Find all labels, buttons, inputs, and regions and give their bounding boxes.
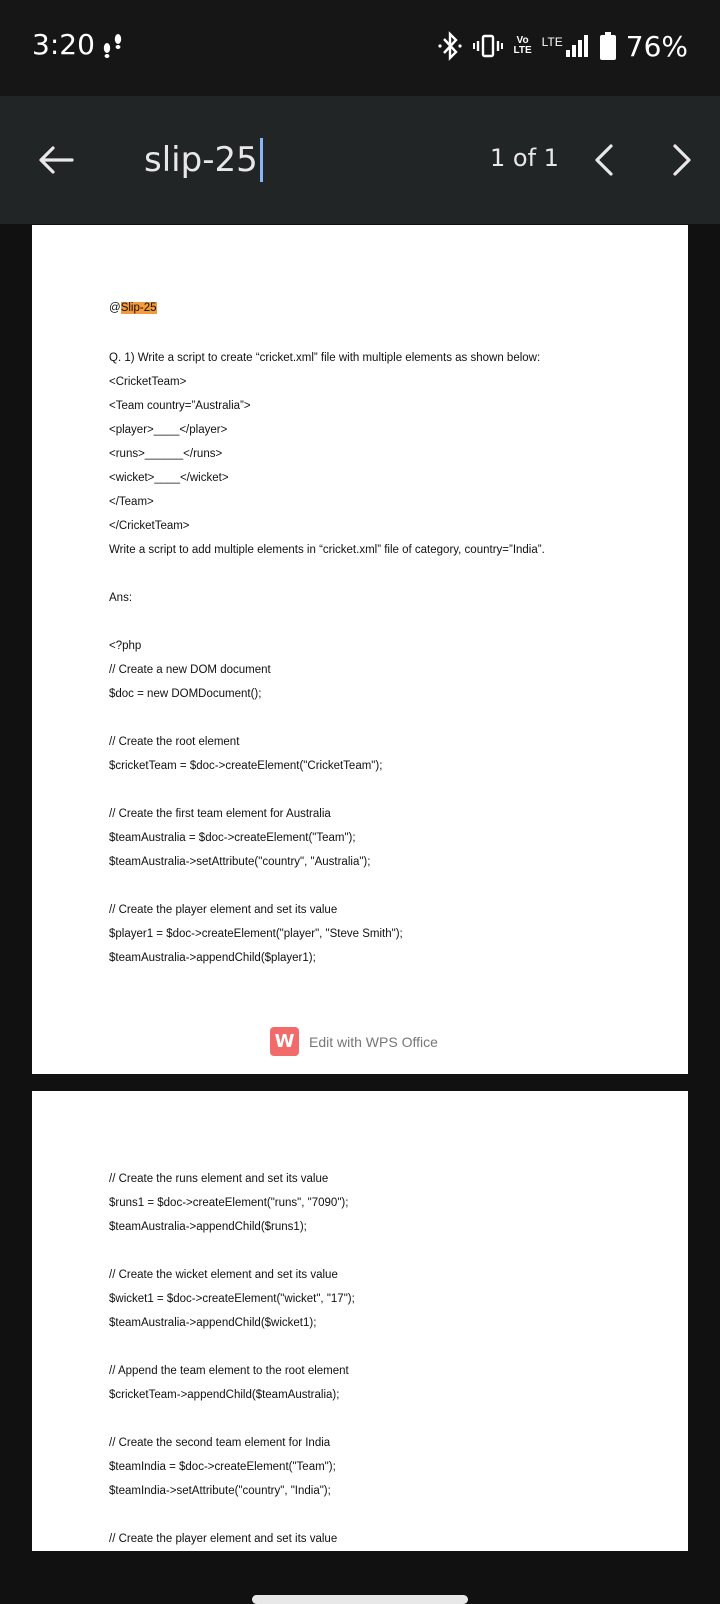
find-toolbar xyxy=(0,96,720,224)
doc-line: // Create the player element and set its value xyxy=(109,1533,338,1545)
wps-watermark-text: Edit with WPS Office xyxy=(309,1033,438,1050)
doc-line: $teamAustralia->setAttribute("country", "Australia"); xyxy=(109,856,371,868)
lte-label: LTE xyxy=(541,35,563,49)
doc-line: <Team country=”Australia”> xyxy=(109,400,251,412)
vibrate-icon xyxy=(473,31,503,61)
find-input[interactable] xyxy=(144,134,263,186)
doc-line: // Append the team element to the root element xyxy=(109,1365,349,1377)
doc-line: <?php xyxy=(109,640,142,652)
navigation-bar xyxy=(0,1551,720,1600)
doc-line: Ans: xyxy=(109,592,133,604)
chevron-right-icon xyxy=(662,140,702,180)
back-button[interactable] xyxy=(36,140,76,180)
doc-line-heading-prefix: @ xyxy=(109,302,121,314)
match-count: 1 of 1 xyxy=(490,144,559,172)
doc-line: <wicket>____</wicket> xyxy=(109,472,229,484)
next-match-button[interactable] xyxy=(662,140,702,180)
doc-line: $teamIndia = $doc->createElement("Team"); xyxy=(109,1461,336,1473)
doc-line: </CricketTeam> xyxy=(109,520,190,532)
doc-line: $runs1 = $doc->createElement("runs", "7090"); xyxy=(109,1197,349,1209)
doc-line: $teamAustralia = $doc->createElement("Team"); xyxy=(109,832,356,844)
wps-logo-icon: W xyxy=(270,1027,299,1056)
signal-bars-icon xyxy=(566,35,590,57)
search-highlight: Slip-25 xyxy=(120,302,157,314)
previous-match-button[interactable] xyxy=(584,140,624,180)
doc-line: $cricketTeam = $doc->createElement("CricketTeam"); xyxy=(109,760,383,772)
doc-line: // Create the first team element for Australia xyxy=(109,808,331,820)
status-icons xyxy=(437,26,688,66)
doc-line: $wicket1 = $doc->createElement("wicket", "17"); xyxy=(109,1293,355,1305)
volte-lte-label: LTE xyxy=(513,45,532,56)
wps-watermark[interactable] xyxy=(270,1027,438,1056)
doc-line: $teamAustralia->appendChild($player1); xyxy=(109,952,316,964)
doc-line: $teamIndia->setAttribute("country", "India"); xyxy=(109,1485,331,1497)
status-time: 3:20 xyxy=(32,28,95,61)
footsteps-notification-icon xyxy=(98,30,128,60)
document-page-1[interactable] xyxy=(32,225,688,1074)
document-page-2[interactable] xyxy=(32,1091,688,1551)
battery-percent: 76% xyxy=(625,29,688,63)
doc-line: // Create the wicket element and set its value xyxy=(109,1269,338,1281)
text-caret xyxy=(260,138,263,182)
volte-icon xyxy=(513,36,531,56)
status-bar xyxy=(0,0,720,96)
doc-line: <player>____</player> xyxy=(109,424,228,436)
doc-line: </Team> xyxy=(109,496,154,508)
doc-line: $player1 = $doc->createElement("player", "Steve Smith"); xyxy=(109,928,403,940)
doc-line: $teamAustralia->appendChild($wicket1); xyxy=(109,1317,317,1329)
doc-line-heading xyxy=(109,302,157,314)
doc-line: $cricketTeam->appendChild($teamAustralia); xyxy=(109,1389,340,1401)
doc-line: $doc = new DOMDocument(); xyxy=(109,688,262,700)
arrow-left-icon xyxy=(38,145,74,175)
chevron-left-icon xyxy=(584,140,624,180)
volte-vo-label: Vo xyxy=(516,35,529,46)
doc-line: // Create the second team element for India xyxy=(109,1437,331,1449)
lte-signal-icon xyxy=(542,35,590,57)
doc-line: <runs>______</runs> xyxy=(109,448,223,460)
find-input-value: slip-25 xyxy=(144,140,258,180)
doc-line: Write a script to add multiple elements in “cricket.xml” file of category, country=”India”. xyxy=(109,544,545,556)
doc-line: // Create a new DOM document xyxy=(109,664,271,676)
doc-line: $teamAustralia->appendChild($runs1); xyxy=(109,1221,307,1233)
doc-line: // Create the player element and set its value xyxy=(109,904,338,916)
battery-icon xyxy=(600,32,616,60)
doc-line: Q. 1) Write a script to create “cricket.xml” file with multiple elements as shown below: xyxy=(109,352,541,364)
doc-line: // Create the runs element and set its value xyxy=(109,1173,329,1185)
bluetooth-icon xyxy=(437,31,463,61)
doc-line: <CricketTeam> xyxy=(109,376,187,388)
doc-line: // Create the root element xyxy=(109,736,240,748)
